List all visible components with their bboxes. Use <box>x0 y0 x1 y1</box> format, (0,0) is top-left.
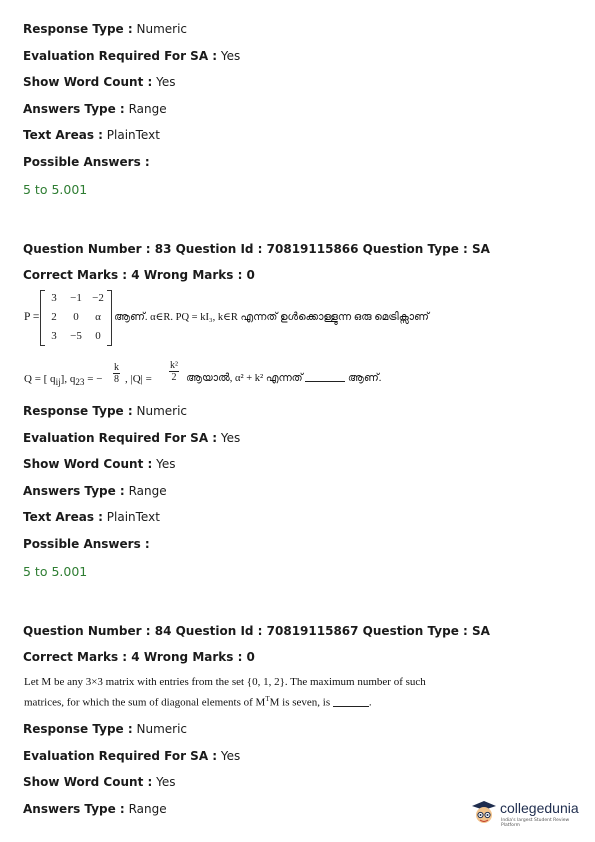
word-count-row: Show Word Count : Yes <box>23 457 176 471</box>
question-header: Question Number : 83 Question Id : 70819115866 Question Type : SA <box>23 242 490 256</box>
matrix-cell: 2 <box>51 311 57 323</box>
answer-blank <box>333 706 369 707</box>
evaluation-row: Evaluation Required For SA : Yes <box>23 431 241 445</box>
matrix-cell: 0 <box>95 330 101 342</box>
word-count-row: Show Word Count : Yes <box>23 75 176 89</box>
question-line-2: Q = [ $q_{ij}$], $q_{23}$ = − <box>24 373 103 388</box>
response-type-row: Response Type : Numeric <box>23 722 188 736</box>
text-areas-row: Text Areas : PlainText <box>23 510 160 524</box>
possible-answer-value: 5 to 5.001 <box>23 182 88 197</box>
collegedunia-logo <box>470 796 585 830</box>
question-line-2-end: ആയാൽ, α² + k² എന്നത് ആണ്. <box>186 373 382 384</box>
question-text-line-1: Let M be any 3×3 matrix with entries from the set {0, 1, 2}. The maximum number of such <box>24 676 426 688</box>
question-text-line-2: matrices, for which the sum of diagonal elements of $M^TM$ is seven, is . <box>24 695 372 709</box>
possible-answers-row: Possible Answers : <box>23 537 150 551</box>
text-areas-row: Text Areas : PlainText <box>23 128 160 142</box>
response-type-row: Response Type : Numeric <box>23 404 188 418</box>
mascot-icon <box>470 798 498 828</box>
matrix-p <box>40 290 112 346</box>
answers-type-row: Answers Type : Range <box>23 102 167 116</box>
matrix-cell: −1 <box>70 292 82 304</box>
possible-answers-row: Possible Answers : <box>23 155 150 169</box>
matrix-cell: −5 <box>70 330 82 342</box>
matrix-cell: 3 <box>51 330 57 342</box>
question-header: Question Number : 84 Question Id : 70819115867 Question Type : SA <box>23 624 490 638</box>
matrix-cell: 3 <box>51 292 57 304</box>
word-count-row: Show Word Count : Yes <box>23 775 176 789</box>
logo-wordmark: collegedunia <box>500 800 579 816</box>
possible-answer-value: 5 to 5.001 <box>23 564 88 579</box>
question-marks: Correct Marks : 4 Wrong Marks : 0 <box>23 268 255 282</box>
evaluation-row: Evaluation Required For SA : Yes <box>23 749 241 763</box>
question-marks: Correct Marks : 4 Wrong Marks : 0 <box>23 650 255 664</box>
answers-type-row: Answers Type : Range <box>23 802 167 816</box>
answers-type-row: Answers Type : Range <box>23 484 167 498</box>
determinant-text: , |Q| = <box>125 373 152 385</box>
fraction-k-over-8: $\frac{k}{8}$ <box>114 362 119 385</box>
evaluation-row: Evaluation Required For SA : Yes <box>23 49 241 63</box>
answer-blank <box>305 381 345 382</box>
matrix-cell: −2 <box>92 292 104 304</box>
matrix-cell: α <box>95 311 101 323</box>
matrix-cell: 0 <box>73 311 79 323</box>
question-line-1: ആണ്. α∈R. PQ = kI₃, k∈R എന്നത് ഉൾക്കൊള്ളുന്ന ഒരു മെട്രിക്സാണ് <box>114 312 429 323</box>
logo-tagline: India's largest Student Review Platform <box>501 818 570 828</box>
response-type-row: Response Type : Numeric <box>23 22 188 36</box>
matrix-label: P = <box>24 311 40 323</box>
fraction-k2-over-2: $\frac{\text{k²}}{2}$ <box>170 360 178 383</box>
